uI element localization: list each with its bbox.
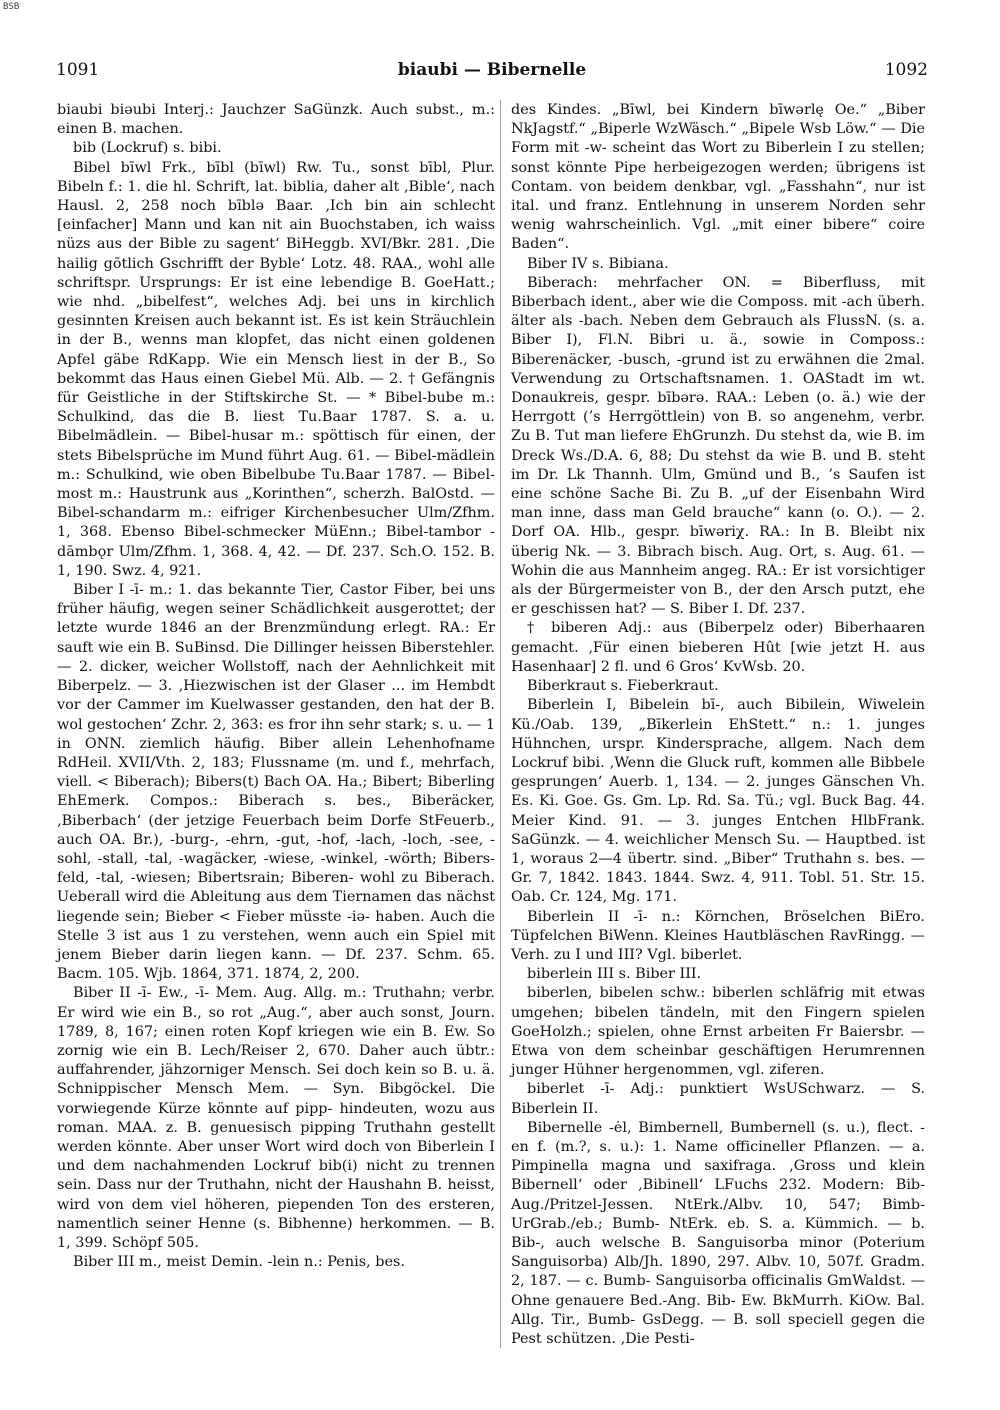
dictionary-entry: biaubi biəubi Interj.: Jauchzer SaGünzk. Auch subst., m.: einen B. machen. [57, 102, 495, 138]
dictionary-entry: Biberlein I, Bibelein bī-, auch Bibilein, Wiwelein Kü./Oab. 139, „Bīkerlein EhStett.“ n.: 1. junges Hühnchen, urspr. Kindersprache, allgem. Nach dem Lockruf bibi. ‚Wenn die Gluck ruft, kommen alle Bibbele gesprungen‘ Auerb. 1, 134. — 2. junges Gänschen Vh. Es. Ki. Goe. Gs. Gm. Lp. Rd. Sa. Tü.; vgl. Buck Bag. 44. Meier Kind. 91. — 3. junges Entchen HlbFrank. SaGünzk. — 4. weichlicher Mensch Su. — Hauptbed. ist 1, woraus 2—4 übertr. sind. „Biber“ Truthahn s. bes. — Gr. 7, 1842. 1843. 1844. Swz. 4, 911. Tobl. 51. Str. 15. Oab. Cr. 124, Mg. 171. [511, 697, 925, 906]
page-header [56, 60, 928, 84]
page-number-right: 1092 [884, 60, 928, 80]
running-title: biaubi — Bibernelle [397, 60, 587, 80]
dictionary-entry: Bibernelle -ėl, Bimbernell, Bumbernell (s. u.), flect. -en f. (m.?, s. u.): 1. Name officineller Pflanzen. — a. Pimpinella magna und saxifraga. ‚Gross und klein Bibernell‘ oder ‚Bibinell‘ LFuchs 232. Modern: Bib- Aug./Pritzel-Jessen. NtErk./Albv. 10, 547; Bimb- UrGrab./eb.; Bumb- NtErk. eb. S. a. Kümmich. — b. Bib-, auch welsche B. Sanguisorba minor (Poterium Sanguisorba) Alb/Jh. 1890, 297. Albv. 10, 507f. Gradm. 2, 187. — c. Bumb- Sanguisorba officinalis GmWaldst. — Ohne genauere Bed.-Ang. Bib- Ew. BkMurrh. KiOw. Bal. Allg. Tir., Bumb- GsDegg. — B. soll speciell gegen die Pest schützen. ‚Die Pesti- [511, 1119, 925, 1347]
dictionary-entry: Biber IV s. Bibiana. [527, 255, 669, 272]
dictionary-entry: Biberlein II -ī- n.: Körnchen, Bröselchen BiEro. Tüpfelchen BiWenn. Kleines Hautbläschen RavRingg. — Verh. zu I und III? Vgl. biberlet. [511, 908, 925, 963]
dictionary-entry: Biberach: mehrfacher ON. = Biberfluss, mit Biberbach ident., aber wie die Composs. mit -ach überh. älter als -bach. Neben dem Gebrauch als FlussN. (s. a. Biber I), Fl.N. Bibri u. ä., sowie in Composs.: Biberenäcker, -busch, -grund ist zu erwähnen die 2mal. Verwendung zu Ortschaftsnamen. 1. OAStadt im wt. Donaukreis, gespr. bībərə. RAA.: Leben (o. ä.) wie der Herrgott (’s Herrgöttlein) von B. so angenehm, verbr. Zu B. Tut man liefere EhGrunzh. Du stehst da, wie B. im Dreck Ws./D.A. 6, 88; Du stehst da wie B. und B. steht im Dr. Lk Thannh. Ulm, Gmünd und B., ’s Saufen ist eine schöne Sache Bi. Zu B. „uf der Eisenbahn Wird man inne, dass man Geld brauche“ kann (o. O.). — 2. Dorf OA. Hlb., gespr. bīwəriχ. RA.: In B. Bleibt nix überig Nk. — 3. Bibrach bisch. Aug. Ort, s. Aug. 61. — Wohin die aus Mannheim angeg. RA.: Er ist vorsichtiger als der Bürgermeister von B., der den Arsch putzt, ehe er geschissen hat? — S. Biber I. Df. 237. [511, 274, 925, 618]
dictionary-entry: biberlen, bibelen schw.: biberlen schläfrig mit etwas umgehen; bibelen tändeln, mit den Fingern spielen GoeHolzh.; spielen, ohne Ernst arbeiten Fr Baiersbr. — Etwa von dem scheinbar geschäftigen Herumrennen junger Hühner hergenommen, vgl. ziferen. [511, 985, 925, 1079]
dictionary-entry: biberlet -ī- Adj.: punktiert WsUSchwarz. — S. Biberlein II. [511, 1081, 925, 1117]
dictionary-entry: biberlein III s. Biber III. [527, 966, 702, 983]
dictionary-entry: des Kindes. „Bīwl, bei Kindern bīwərlę Oe.“ „Biber NkJagstf.“ „Biperle WzWäsch.“ „Bipele Wsb Löw.“ — Die Form mit -w- scheint das Wort zu Biberlein I zu stellen; sonst könnte Pipe herbeigezogen werden; übrigens ist Contam. von beidem denkbar, vgl. „Fasshahn“, nur ist ital. und franz. Entlehnung in unserem Norden sehr wenig wahrscheinlich. Vgl. „mit einer bibere“ coire Baden“. [511, 102, 925, 253]
dictionary-entry: Biberkraut s. Fieberkraut. [527, 678, 719, 695]
dictionary-entry: † biberen Adj.: aus (Biberpelz oder) Biberhaaren gemacht. ‚Für einen bieberen Hût [wie jetzt H. aus Hasenhaar] 2 fl. und 6 Gros‘ KvWsb. 20. [511, 620, 925, 675]
left-column [57, 101, 495, 1272]
right-column [511, 101, 925, 1349]
dictionary-entry: Biber I -ī- m.: 1. das bekannte Tier, Castor Fiber, bei uns früher häufig, wegen seiner Schädlichkeit ausgerottet; der letzte wurde 1846 an der Brenzmündung erlegt. RA.: Er sauft wie ein B. SuBinsd. Die Dillinger heissen Biberstehler. — 2. dicker, weicher Wollstoff, nach der Aehnlichkeit mit Biberpelz. — 3. ‚Hiezwischen ist der Glaser ... im Hembdt vor der Cammer im Kuelwasser gestanden, den hat der B. wol gestochen‘ Zchr. 2, 363: es fror ihn sehr stark; s. u. — 1 in ONN. ziemlich häufig. Biber allein Lehenhofname RdHeil. XVII/Vth. 2, 183; Flussname (m. und f., mehrfach, viell. < Biberach); Bibers(t) Bach OA. Ha.; Bibert; Biberling EhEmerk. Compos.: Biberach s. bes., Biberäcker, ‚Biberbach‘ (der jetzige Feuerbach beim Dorfe StFeuerb., auch OA. Br.), -burg-, -ehrn, -gut, -hof, -lach, -loch, -see, -sohl, -stall, -tal, -wagäcker, -wiese, -winkel, -wörth; Bibers-feld, -tal, -wiesen; Bibertsrain; Biberen- wohl zu Biberach. Ueberall wird die Ableitung aus dem Tiernamen das nächst liegende sein; Bieber < Fieber müsste -iə- haben. Auch die Stelle 3 ist aus 1 zu verstehen, wenn auch ein Spiel mit jenem Bieber darin liegen kann. — Df. 237. Schm. 65. Bacm. 105. Wjb. 1864, 371. 1874, 2, 200. [57, 582, 495, 983]
column-divider [500, 100, 501, 1348]
page-number-left: 1091 [56, 60, 100, 80]
dictionary-entry: Biber II -ī- Ew., -ī- Mem. Aug. Allg. m.: Truthahn; verbr. Er wird wie ein B., so rot „Aug.“, aber auch sonst, Journ. 1789, 8, 167; einen roten Kopf kriegen wie ein B. Ew. So zornig wie ein B. Lech/Reiser 2, 670. Daher auch übtr.: auffahrender, jähzorniger Mensch. Sei doch kein so B. u. ä. Schnippischer Mensch Mem. — Syn. Bibgöckel. Die vorwiegende Kürze könnte auf pipp- hindeuten, wozu aus roman. MAA. z. B. genuesisch pipping Truthahn gestellt werden könnte. Aber unser Wort wird doch von Biberlein I und dem nachahmenden Lockruf bib(i) nicht zu trennen sein. Dass nur der Truthahn, nicht der Haushahn B. heisst, wird von dem viel höheren, piependen Ton des ersteren, namentlich seiner Henne (s. Bibhenne) herkommen. — B. 1, 399. Schöpf 505. [57, 985, 495, 1251]
library-stamp: BSB [3, 2, 20, 12]
dictionary-entry: Bibel bīwl Frk., bībl (bīwl) Rw. Tu., sonst bībl, Plur. Bibeln f.: 1. die hl. Schrift, lat. biblia, daher alt ‚Bible‘, nach Hausl. 2, 258 noch bīblə Baar. ‚Ich bin ain schlecht [einfacher] Mann und kan nit ain Buochstaben, ich waiss nüzs aus der Bible zu sagent‘ BiHeggb. XVI/Bkr. 281. ‚Die hailig gōtlich Gschrifft der Byble‘ Lotz. 48. RAA., wohl alle schriftspr. Ursprungs: Er ist eine lebendige B. GoeHatt.; wie nhd. „bibelfest“, welches Adj. bei uns in kirchlich gesinnten Kreisen auch bekannt ist. Es ist kein Sträuchlein in der B., wenns man klopfet, das nicht einen goldenen Apfel gäbe RdKapp. Wie ein Mensch liest in der B., So bekommt das Haus einen Giebel Mü. Alb. — 2. † Gefängnis für Geistliche in der Stiftskirche St. — * Bibel-bube m.: Schulkind, das die B. liest Tu.Baar 1787. S. a. u. Bibelmädlein. — Bibel-husar m.: spöttisch für einen, der stets Bibelsprüche im Mund führt Aug. 61. — Bibel-mädlein m.: Schulkind, wie oben Bibelbube Tu.Baar 1787. — Bibel-most m.: Haustrunk aus „Korinthen“, scherzh. BalOstd. — Bibel-schandarm m.: eifriger Kirchenbesucher Ulm/Zfhm. 1, 368. Ebenso Bibel-schmecker MüEnn.; Bibel-tambor -dāmbǫr Ulm/Zfhm. 1, 368. 4, 42. — Df. 237. Sch.O. 152. B. 1, 190. Swz. 4, 921. [57, 159, 495, 579]
dictionary-entry: Biber III m., meist Demin. -lein n.: Penis, bes. [73, 1254, 405, 1271]
dictionary-entry: bib (Lockruf) s. bibi. [73, 140, 222, 157]
